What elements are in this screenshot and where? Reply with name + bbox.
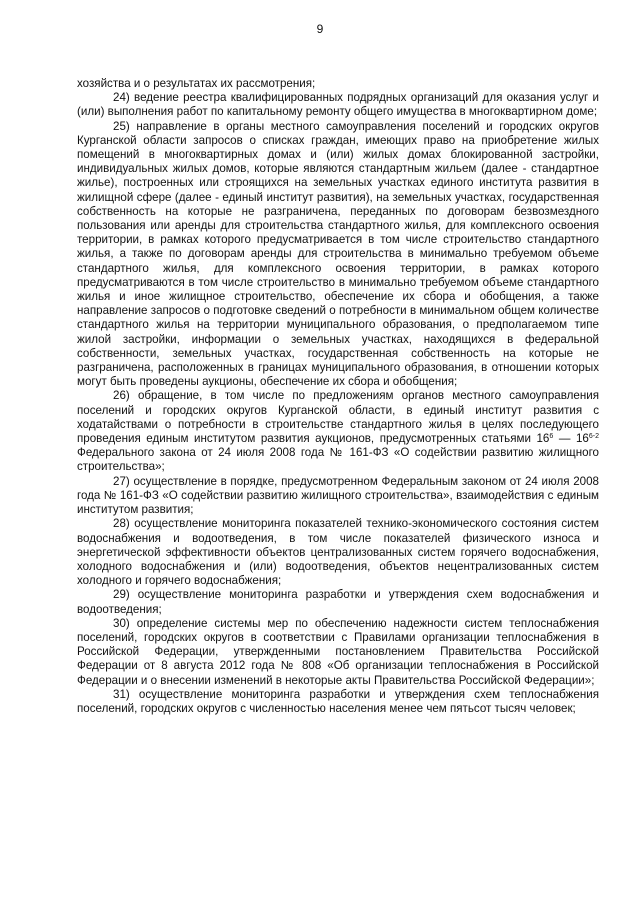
page-number: 9: [316, 22, 324, 36]
paragraph-item-28: 28) осуществление мониторинга показателей технико-экономического состояния систем водоснабжения и водоотведения, в том числе показателей физического износа и энергетической эффективности объектов централизованных систем горячего водоснабжения, холодного водоснабжения и (или) водоотведения, объектов нецентрализованных систем холодного и горячего водоснабжения;: [77, 517, 599, 588]
superscript-6-2: 6-2: [588, 433, 600, 441]
paragraph-item-29: 29) осуществление мониторинга разработки и утверждения схем водоснабжения и водоотведения;: [77, 588, 599, 616]
paragraph-continuation: хозяйства и о результатах их рассмотрения;: [77, 77, 316, 90]
paragraph-item-26: [77, 389, 599, 474]
paragraph-item-30: 30) определение системы мер по обеспечению надежности систем теплоснабжения поселений, городских округов в соответствии с Правилами организации теплоснабжения в Российской Федерации, утвержденными постановлением Правительства Российской Федерации от 8 августа 2012 года № 808 «Об организации теплоснабжения в Российской Федерации и о внесении изменений в некоторые акты Правительства Российской Федерации»;: [77, 616, 599, 687]
document-body: [77, 77, 599, 716]
paragraph-item-24: 24) ведение реестра квалифицированных подрядных организаций для оказания услуг и (или) выполнения работ по капитальному ремонту общего имущества в многоквартирном доме;: [77, 91, 599, 119]
paragraph-item-27: 27) осуществление в порядке, предусмотренном Федеральным законом от 24 июля 2008 года № 161-ФЗ «О содействии развитию жилищного строительства», взаимодействия с единым институтом развития;: [77, 474, 599, 517]
paragraph-item-31: 31) осуществление мониторинга разработки и утверждения схем теплоснабжения поселений, городских округов с численностью населения менее чем пятьсот тысяч человек;: [77, 687, 599, 715]
superscript-6: 6: [549, 433, 554, 441]
paragraph-item-26-text-after: Федерального закона от 24 июля 2008 года № 161-ФЗ «О содействии развитию жилищного строительства»;: [77, 446, 599, 474]
paragraph-item-25: 25) направление в органы местного самоуправления поселений и городских округов Курганской области запросов о списках граждан, имеющих право на приобретение жилых помещений в многоквартирных домах и (или) жилых домах блокированной застройки, индивидуальных жилых домов, которые являются стандартным жильем (далее - стандартное жилье), построенных или строящихся на земельных участках единого института развития в жилищной сфере (далее - единый институт развития), на земельных участках, государственная собственность на которые не разграничена, переданных по договорам безвозмездного пользования или аренды для строительства стандартного жилья, для комплексного освоения территории, в рамках которого предусматривается в том числе строительство стандартного жилья, а также по договорам аренды для строительства в минимально требуемом объеме стандартного жилья, для комплексного освоения территории, в рамках которого предусматриваются в том числе строительство в минимально требуемом объеме стандартного жилья и иное жилищное строительство, обеспечение их сбора и обобщения, а также направление запросов о подготовке сведений о потребности в минимальном общем количестве стандартного жилья на территории муниципального образования, о предполагаемом типе жилой застройки, информации о земельных участках, находящихся в федеральной собственности, земельных участках, государственная собственность на которые не разграничена, расположенных в границах муниципального образования, в отношении которых могут быть проведены аукционы, обеспечение их сбора и обобщения;: [77, 119, 599, 389]
paragraph-item-26-text-middle: — 16: [553, 432, 589, 446]
paragraph-item-26-text-before: 26) обращение, в том числе по предложениям органов местного самоуправления поселений и городских округов Курганской области, в единый институт развития с ходатайствами о потребности в строительстве стандартного жилья в целях последующего проведения единым институтом развития аукционов, предусмотренных статьями 16: [77, 389, 599, 446]
